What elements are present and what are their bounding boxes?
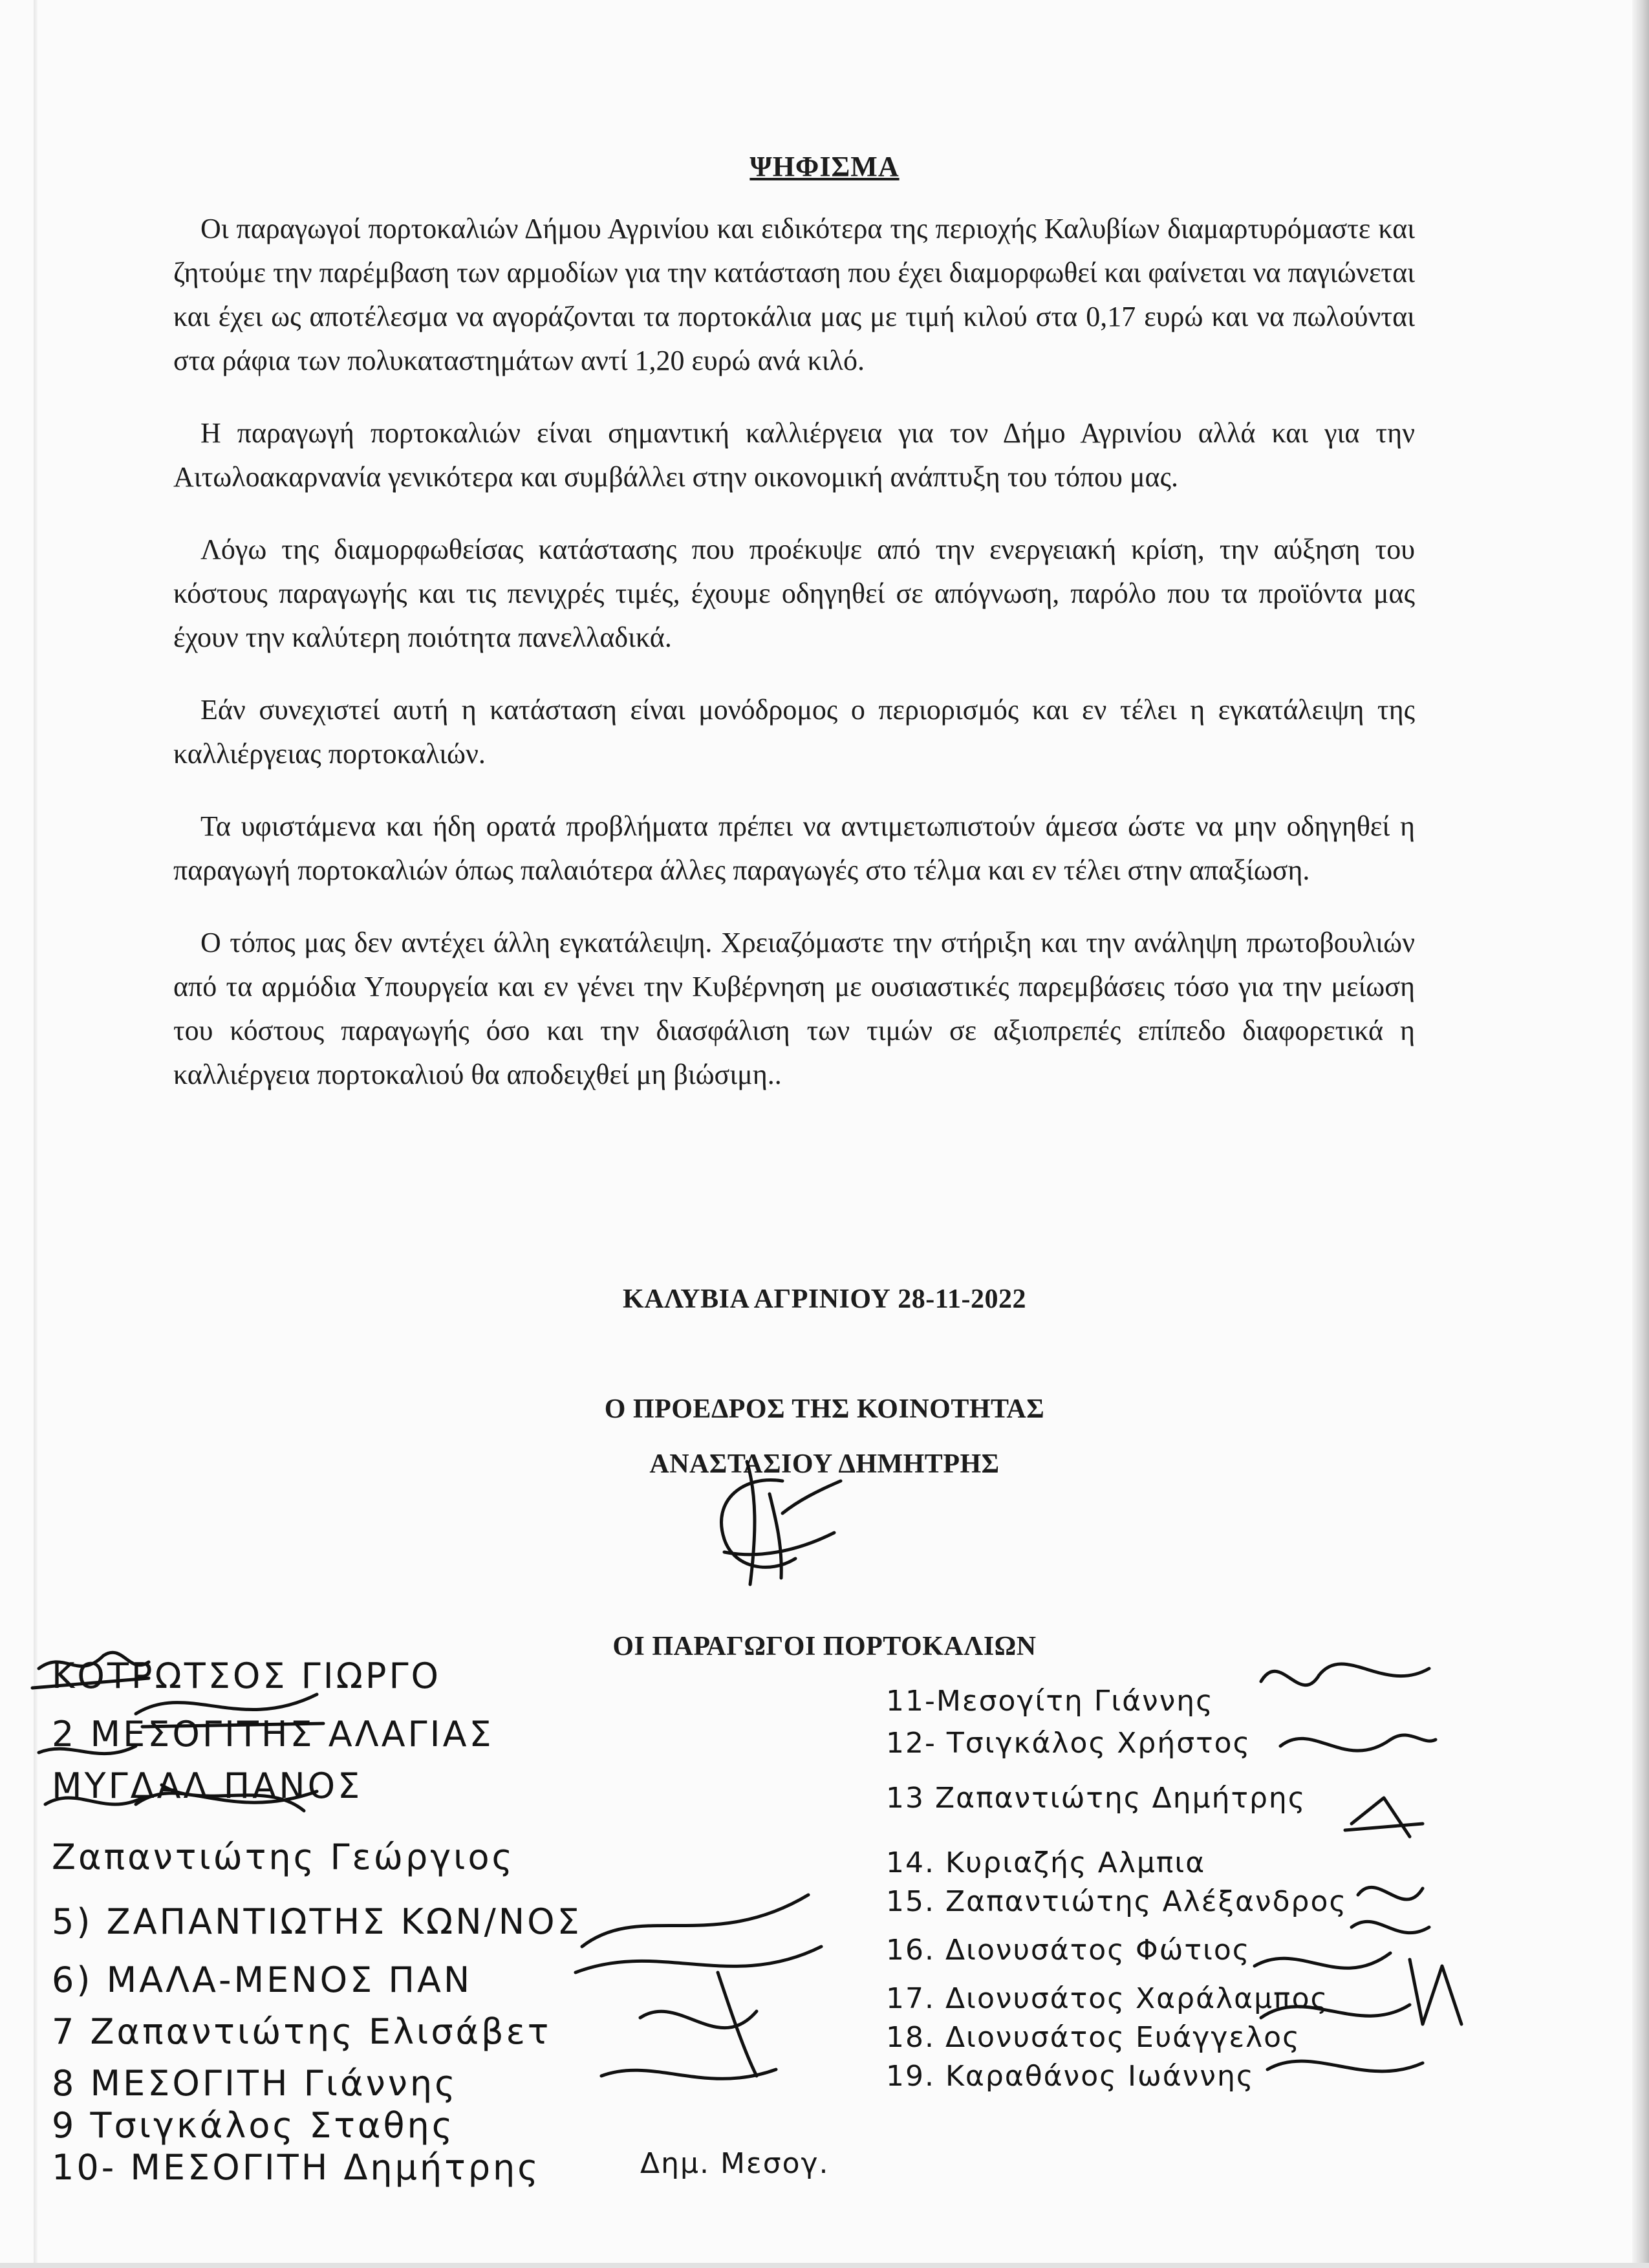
scan-edge-bottom [0, 2263, 1649, 2268]
signature-line-15: 15. Ζαπαντιώτης Αλέξανδρος [886, 1885, 1348, 1918]
signature-line-5: 5) ΖΑΠΑΝΤΙΩΤΗΣ ΚΩΝ/ΝΟΣ [52, 1901, 582, 1942]
signature-line-1: ΚΟΤΡΩΤΣΟΣ ΓΙΩΡΓΟ [52, 1656, 442, 1696]
signature-line-8: 8 ΜΕΣΟΓΙΤΗ Γιάννης [52, 2063, 458, 2104]
signature-line-18: 18. Διονυσάτος Ευάγγελος [886, 2021, 1300, 2054]
signature-line-16: 16. Διονυσάτος Φώτιος [886, 1934, 1251, 1967]
producers-heading: ΟΙ ΠΑΡΑΓΩΓΟΙ ΠΟΡΤΟΚΑΛΙΩΝ [612, 1632, 1037, 1661]
signature-scribble-right-bottom [1242, 1927, 1500, 2095]
president-title: Ο ΠΡΟΕΔΡΟΣ ΤΗΣ ΚΟΙΝΟΤΗΤΑΣ [604, 1394, 1045, 1424]
signature-line-11: 11-Μεσογίτη Γιάννης [886, 1685, 1214, 1718]
signature-line-19: 19. Καραθάνος Ιωάννης [886, 2060, 1255, 2093]
signature-line-7: 7 Ζαπαντιώτης Ελισάβετ [52, 2011, 552, 2052]
signature-line-2: 2 ΜΕΣΟΓΙΤΗΣ ΑΛΑΓΙΑΣ [52, 1714, 494, 1755]
signature-line-10: 10- ΜΕΣΟΓΙΤΗ Δημήτρης [52, 2147, 541, 2188]
paragraph-2: Η παραγωγή πορτοκαλιών είναι σημαντική καλλιέργεια για τον Δήμο Αγρινίου αλλά και για την Αιτωλοακαρνανία γενικότερα και συμβάλλει στην οικονομική ανάπτυξη του τόπου μας. [173, 417, 1415, 493]
scan-edge-left [34, 0, 38, 2268]
signature-scribble-middle [563, 1863, 834, 2134]
paragraph-1: Οι παραγωγοί πορτοκαλιών Δήμου Αγρινίου και ειδικότερα της περιοχής Καλυβίων διαμαρτυρόμαστε και ζητούμε την παρέμβαση των αρμοδίων για την κατάσταση που έχει διαμορφωθεί και φαίνεται να παγιώνεται και έχει ως αποτέλεσμα να αγοράζονται τα πορτοκάλια μας με τιμή κιλού στα 0,17 ευρώ και να πωλούνται στα ράφια των πολυκαταστημάτων αντί 1,20 ευρώ ανά κιλό. [173, 213, 1415, 376]
president-signature [685, 1455, 854, 1597]
place-date: ΚΑΛΥΒΙΑ ΑΓΡΙΝΙΟΥ 28-11-2022 [623, 1284, 1026, 1314]
signature-extra: Δημ. Μεσογ. [640, 2147, 830, 2180]
document-body [173, 207, 1415, 1125]
signature-scribble-left-2 [123, 1656, 336, 1837]
paragraph-5: Τα υφιστάμενα και ήδη ορατά προβλήματα πρέπει να αντιμετωπιστούν άμεσα ώστε να μην οδηγηθεί η παραγωγή πορτοκαλιών όπως παλαιότερα άλλες παραγωγές στο τέλμα και εν τέλει στην απαξίωση. [173, 810, 1415, 886]
president-name: ΑΝΑΣΤΑΣΙΟΥ ΔΗΜΗΤΡΗΣ [649, 1449, 1000, 1479]
signature-line-17: 17. Διονυσάτος Χαράλαμπος [886, 1982, 1329, 2015]
signature-line-13: 13 Ζαπαντιώτης Δημήτρης [886, 1782, 1306, 1815]
signature-line-14: 14. Κυριαζής Αλμπια [886, 1846, 1206, 1879]
document-title: ΨΗΦΙΣΜΑ [749, 151, 900, 182]
signature-line-4: Ζαπαντιώτης Γεώργιος [52, 1837, 515, 1877]
signature-line-9: 9 Τσιγκάλος Σταθης [52, 2105, 455, 2146]
paragraph-6: Ο τόπος μας δεν αντέχει άλλη εγκατάλειψη. Χρειαζόμαστε την στήριξη και την ανάληψη πρωτοβουλιών από τα αρμόδια Υπουργεία και εν γένει την Κυβέρνηση με ουσιαστικές παρεμβάσεις τόσο για την μείωση του κόστους παραγωγής όσο και την διασφάλιση των τιμών σε αξιοπρεπές επίπεδο διαφορετικά η καλλιέργεια πορτοκαλιού θα αποδειχθεί μη βιώσιμη.. [173, 927, 1415, 1090]
signature-line-6: 6) ΜΑΛΑ-ΜΕΝΟΣ ΠΑΝ [52, 1960, 473, 2000]
scan-edge-right [1632, 0, 1649, 2268]
paragraph-4: Εάν συνεχιστεί αυτή η κατάσταση είναι μονόδρομος ο περιορισμός και εν τέλει η εγκατάλειψη της καλλιέργειας πορτοκαλιών. [173, 694, 1415, 770]
signature-scribble-right-top [1242, 1643, 1442, 1798]
signature-line-12: 12- Τσιγκάλος Χρήστος [886, 1727, 1251, 1760]
paragraph-3: Λόγω της διαμορφωθείσας κατάστασης που προέκυψε από την ενεργειακή κρίση, την αύξηση του κόστους παραγωγής και τις πενιχρές τιμές, έχουμε οδηγηθεί σε απόγνωση, παρόλο που τα προϊόντα μας έχουν την καλύτερη ποιότητα πανελλαδικά. [173, 534, 1415, 653]
signature-line-3: ΜΥΓΔΑΛ ΠΑΝΟΣ [52, 1766, 363, 1806]
